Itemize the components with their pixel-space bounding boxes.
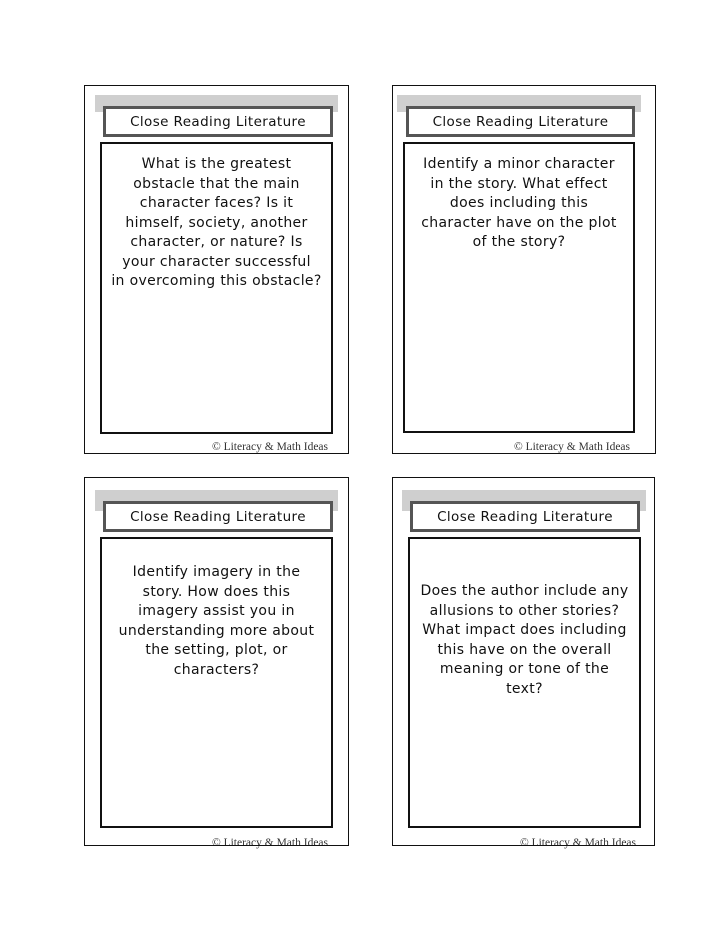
question-line: obstacle that the main: [133, 175, 300, 192]
question-line: of the story?: [472, 234, 566, 250]
copyright-footer: © Literacy & Math Ideas: [513, 441, 630, 453]
task-card-3: [84, 477, 349, 849]
question-line: story. How does this: [142, 583, 291, 600]
question-line: your character successful: [122, 253, 311, 270]
question-box: [408, 537, 641, 828]
card-title: Close Reading Literature: [437, 508, 613, 525]
question-line: in the story. What effect: [430, 175, 608, 192]
card-title: Close Reading Literature: [432, 113, 609, 130]
question-line: this have on the overall: [437, 641, 612, 658]
card-title-box: [103, 501, 333, 532]
copyright-footer: © Literacy & Math Ideas: [211, 441, 328, 453]
question-line: allusions to other stories?: [429, 602, 620, 619]
question-line: himself, society, another: [125, 214, 308, 231]
question-line: character have on the plot: [421, 214, 617, 231]
question-line: character faces? Is it: [139, 195, 294, 211]
card-title: Close Reading Literature: [130, 508, 306, 525]
card-title-box: [406, 106, 635, 137]
copyright-footer: © Literacy & Math Ideas: [519, 837, 636, 849]
question-box: [100, 142, 333, 434]
question-line: Identify a minor character: [423, 156, 615, 172]
question-line: Does the author include any: [420, 583, 629, 599]
question-line: Identify imagery in the: [132, 564, 301, 580]
card-title-box: [410, 501, 640, 532]
card-title-box: [103, 106, 333, 137]
question-box: [100, 537, 333, 828]
question-line: What is the greatest: [141, 156, 292, 172]
task-card-4: [392, 477, 655, 849]
question-line: meaning or tone of the: [439, 661, 610, 677]
question-box: [403, 142, 635, 433]
question-line: understanding more about: [118, 622, 315, 639]
question-line: character, or nature? Is: [130, 234, 303, 250]
question-line: characters?: [173, 661, 260, 678]
question-line: does including this: [449, 195, 589, 211]
question-line: What impact does including: [422, 622, 627, 638]
card-title: Close Reading Literature: [130, 113, 306, 130]
question-line: text?: [506, 680, 543, 697]
task-card-2: [392, 85, 656, 454]
question-line: the setting, plot, or: [145, 642, 288, 658]
task-card-1: [84, 85, 349, 454]
question-line: imagery assist you in: [138, 603, 295, 619]
copyright-footer: © Literacy & Math Ideas: [211, 837, 328, 849]
question-line: in overcoming this obstacle?: [111, 273, 322, 289]
